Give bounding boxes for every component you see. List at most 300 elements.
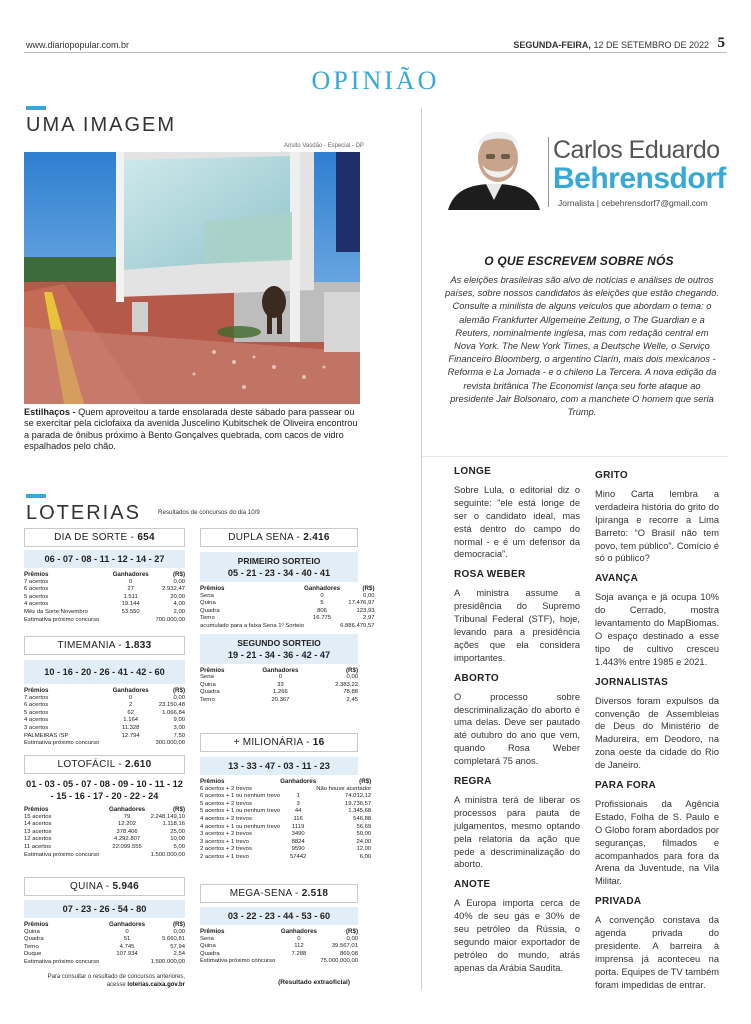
prize-tier: acumulado para a faixa Sena 1º Sorteio [200, 622, 304, 629]
note-heading: PRIVADA [595, 896, 642, 908]
column-header: Prêmios [24, 806, 49, 813]
prize-tier: Estimativa próximo concurso [200, 958, 276, 965]
prize-value: 1.066,84 [162, 709, 185, 716]
table-row [24, 702, 185, 710]
photo-caption [24, 407, 360, 453]
prize-value: 19.736,57 [344, 800, 372, 807]
winners-count: 8824 [291, 838, 305, 845]
winners-count: 51 [123, 936, 131, 943]
winners-count: 1.164 [123, 717, 139, 724]
column-header: Prêmios [200, 666, 225, 674]
prize-value: 2.932,47 [162, 586, 185, 593]
prize-tier: Terno [24, 943, 39, 950]
column-header: Ganhadores [109, 806, 146, 813]
game-name: DUPLA SENA - [228, 532, 304, 543]
prize-table-header [24, 806, 185, 814]
contest-number: 2.610 [124, 759, 152, 770]
table-row [24, 601, 185, 609]
column-divider [421, 108, 422, 990]
winners-count: 0 [129, 694, 133, 701]
prize-tier: Estimativa próximo concurso [24, 851, 100, 858]
dia-de-sorte-title [24, 528, 185, 547]
contest-number: 1.833 [124, 640, 152, 651]
table-row [200, 786, 371, 794]
table-row [24, 710, 185, 718]
prize-value: 2,97 [363, 615, 375, 622]
prize-value: 300.000,00 [155, 740, 185, 747]
game-name: DIA DE SORTE - [54, 532, 138, 543]
prize-table-header [200, 585, 375, 593]
prize-tier: 5 acertos [24, 709, 49, 716]
table-row [24, 844, 185, 852]
column-header: Prêmios [200, 778, 225, 785]
prize-table [24, 571, 185, 624]
prize-value: 56,69 [356, 823, 372, 830]
prize-value: 5,00 [173, 843, 185, 850]
note-text: Mino Carta lembra a verdadeira história do grito do Ipiranga e recorre a Lima Barreto: “O Brasil não tem povo, tem público”. Comício é só o público? [595, 488, 719, 564]
lotteries-note: Resultados de concursos do dia 10/9 [158, 509, 260, 516]
table-row [24, 717, 185, 725]
column-header: Ganhadores [304, 585, 341, 592]
prize-tier: Sena [200, 674, 214, 681]
prize-table-header [24, 571, 185, 579]
column-headline: O QUE ESCREVEM SOBRE NÓS [484, 254, 674, 268]
note-text: A ministra assume a presidência do Supremo Tribunal Federal (STF), hoje, levando para a presidência ações que ela considera importantes. [454, 588, 580, 663]
column-header: Prêmios [24, 571, 49, 578]
prize-value: 2,45 [346, 696, 358, 703]
prize-value: 123,93 [356, 607, 375, 614]
note-text: Profissionais da Agência Estado, Folha de S. Paulo e O Globo foram abordados por seguranças, filmados e acompanhados para fora da Arena da Juventude, na Vila Militar. [595, 798, 719, 887]
prize-table [200, 778, 371, 862]
column-header: Ganhadores [112, 571, 149, 578]
prize-tier: 4 acertos + 2 trevos [200, 815, 252, 822]
table-row [24, 852, 185, 860]
section-title: OPINIÃO [311, 66, 440, 95]
dupla-sena-block [200, 528, 375, 705]
timemania-title [24, 636, 185, 655]
draw-title: SEGUNDO SORTEIO [237, 637, 321, 648]
winners-count: 116 [293, 815, 303, 822]
table-row [200, 623, 375, 631]
prize-table [200, 667, 358, 705]
lotofacil-block [24, 755, 185, 859]
prize-value: 9,00 [173, 717, 185, 724]
consult-line: acesse [106, 981, 128, 988]
drawn-numbers: 19 - 21 - 34 - 36 - 42 - 47 [227, 649, 331, 660]
winners-count: 0 [125, 928, 129, 935]
table-row [200, 846, 371, 854]
table-row [200, 824, 371, 832]
game-name: LOTOFÁCIL - [57, 759, 125, 770]
drawn-numbers: 07 - 23 - 26 - 54 - 80 [24, 900, 185, 918]
table-row [200, 801, 371, 809]
prize-tier: 14 acertos [24, 821, 52, 828]
winners-count: 4.745 [119, 943, 135, 950]
table-row [200, 689, 358, 697]
winners-count: 107.934 [116, 951, 138, 958]
game-name: TIMEMANIA - [57, 640, 125, 651]
prize-value: 700.000,00 [155, 616, 185, 623]
table-row [200, 600, 375, 608]
prize-value: 6,00 [359, 853, 372, 860]
table-row [24, 944, 185, 952]
prize-tier: 4 acertos + 1 ou nenhum trevo [200, 823, 281, 830]
winners-count [110, 740, 151, 748]
winners-count: 33 [277, 681, 284, 688]
prize-table-header [24, 687, 185, 695]
winners-count: 11.328 [121, 724, 140, 731]
prize-value: 0,00 [173, 578, 185, 585]
note-heading: PARA FORA [595, 780, 657, 792]
note-heading: ANOTE [454, 879, 491, 891]
winners-count: 2 [129, 702, 133, 709]
prize-tier: 2 acertos + 2 trevos [200, 846, 252, 853]
prize-value: 24,00 [356, 838, 372, 845]
winners-count: 378.406 [116, 828, 138, 835]
note-heading: LONGE [454, 466, 492, 477]
prize-table-header [200, 778, 371, 786]
column-header: (R$) [172, 571, 185, 578]
quina-block [24, 877, 185, 989]
column-header: Prêmios [200, 585, 225, 592]
prize-tier: Quina [200, 600, 216, 607]
winners-count: 1 [296, 793, 300, 800]
prize-tier: Quina [24, 928, 40, 935]
prize-value: 7,50 [173, 732, 185, 739]
prize-tier: 5 acertos + 2 trevos [200, 800, 252, 807]
page-number: 5 [717, 35, 725, 51]
winners-count: 44 [294, 808, 302, 815]
prize-value: 3,00 [173, 724, 185, 731]
notes-right-column [595, 470, 719, 1000]
column-header: Ganhadores [262, 666, 299, 674]
winners-count [110, 617, 151, 625]
prize-value: 1.500.000,00 [150, 851, 185, 858]
prize-table [24, 806, 185, 859]
note-heading: REGRA [454, 776, 492, 788]
prize-tier: Quadra [200, 950, 220, 957]
column-header: (R$) [362, 585, 375, 592]
column-header: (R$) [345, 928, 358, 935]
column-header: Ganhadores [280, 928, 317, 935]
column-header: Ganhadores [112, 687, 149, 694]
winners-count: 806 [317, 607, 327, 614]
prize-value: 4,00 [173, 601, 185, 608]
prize-tier: 15 acertos [24, 813, 52, 820]
column-header: (R$) [345, 666, 358, 674]
lotteries-title: LOTERIAS [26, 502, 141, 524]
prize-tier: 5 acertos [24, 593, 49, 600]
lotofacil-title [24, 755, 185, 774]
prize-value: 1.345,68 [348, 808, 372, 815]
note-text: A convenção constava da agenda privada do presidente. A barreira à imprensa já aconteceu na porta. Equipes de TV também foram impedidas de entrar. [595, 915, 719, 990]
quina-title [24, 877, 185, 896]
winners-count: 1.511 [123, 593, 138, 600]
prize-value: 5.660,81 [162, 936, 185, 943]
unofficial-note: (Resultado extraoficial) [278, 978, 350, 986]
table-row [24, 740, 185, 748]
table-row [24, 836, 185, 844]
column-header: Prêmios [24, 921, 49, 928]
prize-value: 2,54 [173, 951, 185, 958]
game-name: MEGA-SENA - [229, 888, 302, 899]
dia-de-sorte-block [24, 528, 185, 624]
prize-value: 546,88 [353, 815, 372, 822]
winners-count: 0 [129, 578, 133, 585]
contest-number: 654 [137, 532, 155, 543]
note-heading: GRITO [595, 470, 628, 481]
table-row [200, 958, 358, 966]
winners-count: 79 [123, 813, 131, 820]
table-row [24, 936, 185, 944]
prize-value: 23.150,48 [158, 702, 185, 709]
table-row [24, 725, 185, 733]
prize-tier: 12 acertos [24, 836, 52, 843]
note-text: Sobre Lula, o editorial diz o seguinte: “ele está longe de ser o candidato ideal, mas está dentro do campo do normal - e é um defensor da democracia”. [454, 484, 580, 560]
header-rule [24, 52, 727, 53]
winners-count: 62 [127, 709, 134, 716]
second-draw [200, 634, 358, 664]
prize-value: 10,00 [170, 836, 185, 843]
table-row [24, 586, 185, 594]
note-heading: AVANÇA [595, 573, 639, 585]
table-row [200, 951, 358, 959]
mega-sena-block [200, 884, 358, 986]
winners-count: 3490 [291, 831, 305, 838]
prize-table [200, 928, 358, 966]
bus-stop-photo [24, 152, 360, 404]
table-row [24, 617, 185, 625]
prize-tier: Terno [200, 615, 215, 622]
prize-tier: Sena [200, 592, 214, 599]
prize-tier: Quadra [200, 689, 220, 696]
column-header: (R$) [172, 921, 185, 928]
prize-tier: 3 acertos + 2 trevos [200, 831, 252, 838]
prize-tier: PALMEIRAS /SP [24, 732, 69, 739]
prize-tier: 7 acertos [24, 578, 49, 585]
notes-left-column [454, 466, 580, 983]
site-url: www.diariopopular.com.br [26, 40, 130, 50]
prize-value: 78,88 [343, 689, 358, 696]
prize-tier: Quina [200, 943, 216, 950]
winners-count: 7.288 [291, 950, 307, 957]
contest-number: 2.518 [301, 888, 329, 899]
prize-tier: Quina [200, 681, 216, 688]
table-row [24, 959, 185, 967]
caption-text: Quem aproveitou a tarde ensolarada deste sábado para passear ou se exercitar pela ciclofaixa da avenida Juscelino Kubitschek de Oliveira encontrou a parada de ônibus próximo à Bento Gonçalves quebrada, com cacos de vidro espalhados pelo chão. [24, 407, 358, 452]
column-header: Prêmios [200, 928, 225, 935]
prize-value: 0,00 [173, 928, 185, 935]
winners-count: 22.099.555 [112, 843, 142, 850]
winners-count: 9590 [291, 846, 305, 853]
prize-tier: 6 acertos [24, 586, 49, 593]
table-row [24, 929, 185, 937]
table-row [200, 831, 371, 839]
note-text: Soja avança e já ocupa 10% do Cerrado, mostra levantamento do MapBiomas. O espaço destinado a esse tipo de cultivo cresceu 1.443% entre 1985 e 2021. [595, 592, 719, 667]
table-row [200, 854, 371, 862]
milionaria-block [200, 733, 372, 862]
edition-date [513, 40, 709, 50]
prize-table [200, 585, 375, 631]
winners-count: 12.794 [121, 732, 140, 739]
prize-tier: 3 acertos + 1 trevo [200, 838, 249, 845]
table-row [200, 936, 358, 944]
table-row [200, 816, 371, 824]
table-row [24, 695, 185, 703]
game-name: + MILIONÁRIA - [233, 737, 313, 748]
winners-count: 112 [294, 943, 304, 950]
note-text: Diversos foram expulsos da convenção de Assembleias de Deus do Ministério de Madureira, em Deodoro, na zona oeste da cidade do Rio de Janeiro. [595, 695, 719, 771]
image-section-title: UMA IMAGEM [26, 114, 177, 136]
table-row [24, 733, 185, 741]
note-heading: ROSA WEBER [454, 569, 526, 581]
game-name: QUINA - [70, 881, 113, 892]
table-row [24, 594, 185, 602]
consult-line: Para consultar o resultado de concursos anteriores, [47, 973, 185, 980]
prize-tier: Duque [24, 951, 42, 958]
prize-tier: 3 acertos [24, 724, 49, 731]
winners-count [280, 958, 318, 966]
milionaria-title [200, 733, 358, 752]
winners-count: 0 [278, 674, 283, 681]
note-text: A Europa importa cerca de 40% de seu gás e 30% de seu petróleo da Rússia, o segundo maior exportador de petróleo do mundo, atrás apenas da Arábia Saudita. [454, 898, 580, 973]
table-row [24, 579, 185, 587]
prize-value: 6.886.470,57 [340, 622, 375, 629]
table-row [200, 674, 358, 682]
drawn-numbers: 03 - 22 - 23 - 44 - 53 - 60 [200, 907, 358, 925]
winners-count: 4.292.807 [113, 836, 141, 843]
prize-tier: 5 acertos + 1 ou nenhum trevo [200, 808, 281, 815]
timemania-block [24, 636, 185, 748]
note-heading: JORNALISTAS [595, 676, 669, 688]
prize-tier: Quadra [200, 607, 220, 614]
note-heading: ABORTO [454, 672, 499, 684]
prize-tier: 13 acertos [24, 828, 52, 835]
prize-value: 75.000.000,00 [320, 958, 358, 965]
author-first-name: Carlos Eduardo [553, 136, 720, 164]
winners-count [304, 623, 340, 631]
author-last-name: Behrensdorf [553, 162, 726, 195]
prize-table-header [200, 928, 358, 936]
contest-number: 5.946 [112, 881, 139, 892]
drawn-numbers: 06 - 07 - 08 - 11 - 12 - 14 - 27 [24, 550, 185, 568]
lotteries-accent [26, 494, 46, 498]
table-row [200, 697, 358, 705]
winners-count: 53.550 [121, 608, 140, 615]
drawn-numbers: 01 - 03 - 05 - 07 - 08 - 09 - 10 - 11 - 12 - 15 - 16 - 17 - 20 - 22 - 24 [26, 779, 183, 801]
column-header: Prêmios [24, 687, 49, 694]
table-row [200, 793, 371, 801]
winners-count: 19.144 [121, 601, 140, 608]
winners-count [280, 786, 316, 794]
winners-count: 3 [296, 800, 300, 807]
winners-count: 1.266 [273, 689, 288, 696]
prize-value: 0,00 [363, 592, 375, 599]
prize-tier: 4 acertos [24, 717, 49, 724]
prize-table-header [200, 667, 358, 675]
column-header: (R$) [172, 687, 185, 694]
notes-top-rule [422, 456, 728, 457]
table-row [24, 829, 185, 837]
prize-value: 57,94 [170, 943, 185, 950]
caption-lead: Estilhaços - [24, 407, 79, 417]
prize-table [24, 687, 185, 748]
table-row [200, 839, 371, 847]
winners-count [107, 959, 147, 967]
photo-credit: Arisito Vasdão - Especial - DP [284, 143, 364, 149]
dupla-sena-title [200, 528, 358, 547]
table-row [200, 943, 358, 951]
prize-tier: 6 acertos [24, 702, 49, 709]
drawn-numbers: 05 - 21 - 23 - 34 - 40 - 41 [227, 568, 331, 578]
table-row [200, 608, 375, 616]
column-header: (R$) [172, 806, 185, 813]
prize-tier: 11 acertos [24, 843, 52, 850]
prize-tier: Mês da Sorte:Novembro [24, 608, 88, 615]
lottery-site-link[interactable]: loterias.caixa.gov.br [127, 981, 185, 988]
winners-count: 5 [320, 600, 324, 607]
section-accent [26, 106, 46, 110]
prize-value: 1.118,16 [162, 821, 185, 828]
table-row [200, 682, 358, 690]
column-header: Ganhadores [109, 921, 146, 928]
table-row [200, 808, 371, 816]
note-text: A ministra terá de liberar os processos para pauta de julgamentos, mesmo optando pela relatoria da ação que pede a descriminalização do aborto. [454, 794, 580, 870]
prize-value: 0,00 [346, 935, 358, 942]
prize-value: Não houve acertador [316, 785, 372, 792]
mega-sena-title [200, 884, 358, 903]
column-header: Ganhadores [280, 778, 317, 785]
winners-count: 16.775 [313, 615, 332, 622]
prize-tier: 4 acertos [24, 601, 49, 608]
prize-value: 25,00 [170, 828, 185, 835]
table-row [24, 609, 185, 617]
draw-title: PRIMEIRO SORTEIO [237, 556, 321, 566]
author-portrait [446, 124, 542, 210]
winners-count [107, 852, 147, 860]
consult-note [24, 973, 185, 989]
weekday: SEGUNDA-FEIRA, [513, 40, 591, 50]
prize-table [24, 921, 185, 967]
prize-value: 50,00 [356, 831, 372, 838]
prize-table-header [24, 921, 185, 929]
prize-tier: 2 acertos + 1 trevo [200, 853, 249, 860]
table-row [24, 814, 185, 822]
drawn-numbers: 10 - 16 - 20 - 26 - 41 - 42 - 60 [24, 660, 185, 684]
first-draw [200, 552, 358, 582]
winners-count: 20.367 [271, 696, 290, 703]
prize-value: 1.500.000,00 [150, 958, 185, 965]
table-row [200, 593, 375, 601]
prize-value: 39.567,01 [331, 943, 358, 950]
prize-value: 74.012,12 [344, 793, 372, 800]
prize-tier: Terno [200, 696, 215, 703]
prize-value: 2,00 [173, 608, 185, 615]
prize-value: 0,00 [346, 674, 358, 681]
drawn-numbers: 13 - 33 - 47 - 03 - 11 - 23 [200, 757, 358, 775]
table-row [24, 951, 185, 959]
table-row [24, 821, 185, 829]
winners-count: 1119 [292, 823, 305, 830]
prize-tier: Sena [200, 935, 214, 942]
author-role-email: Jornalista | cebehrensdorf7@gmail.com [558, 198, 708, 208]
prize-tier: Estimativa próximo concurso [24, 740, 100, 747]
prize-tier: Estimativa próximo concurso [24, 616, 100, 623]
contest-number: 16 [312, 737, 325, 748]
column-lead: As eleições brasileiras são alvo de notícias e análises de outros países, sobre nossos candidatos às eleições que estão chegando. Consulte a minilista de alguns veículos que abordam o tema: o alemão Frankfurter Allgemeine Zeitung, o The Guardian e a Reuters, nominalmente inglesa, mas com redação central em Nova York. The New York Times, a Deutsche Welle, o Serviço Financeiro Bloomberg, o argentino Clarín, mais dois mexicanos - Reforma e La Jornada - e o chileno La Tercera. A nova edição da revista britânica The Economist lança seu forte ataque ao presidente Jair Bolsonaro, com a manchete O homem que seria Trump. [445, 275, 719, 418]
name-divider [548, 137, 549, 207]
prize-value: 20,00 [170, 593, 185, 600]
